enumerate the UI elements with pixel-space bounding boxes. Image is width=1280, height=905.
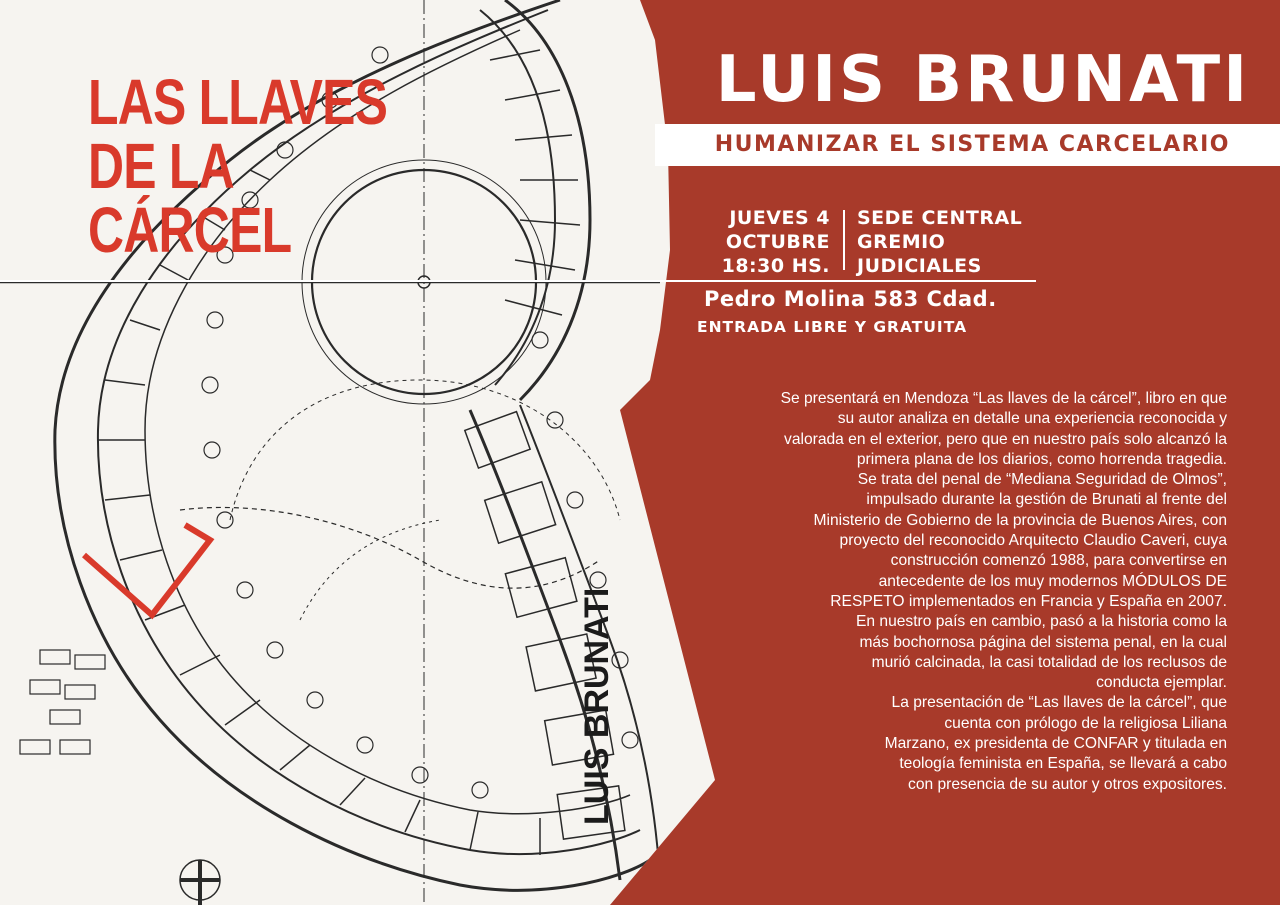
description-line: murió calcinada, la casi totalidad de los reclusos de: [871, 653, 1227, 671]
event-description: [660, 389, 1227, 795]
description-line: Ministerio de Gobierno de la provincia de Buenos Aires, con: [813, 511, 1227, 529]
event-date-line: OCTUBRE: [725, 231, 830, 253]
event-address: Pedro Molina 583 Cdad.: [704, 287, 997, 311]
book-title-line: DE LA: [88, 130, 234, 202]
description-line: su autor analiza en detalle una experiencia reconocida y: [837, 410, 1227, 428]
event-date: [700, 206, 830, 278]
description-line: proyecto del reconocido Arquitecto Claudio Caveri, cuya: [839, 532, 1227, 550]
description-line: primera plana de los diarios, como horrenda tragedia.: [856, 450, 1227, 468]
event-venue-line: SEDE CENTRAL: [857, 207, 1023, 229]
event-date-line: 18:30 HS.: [721, 255, 830, 277]
book-title-line: CÁRCEL: [88, 194, 292, 266]
description-line: La presentación de “Las llaves de la cárcel”, que: [891, 694, 1227, 712]
book-author: LUIS BRUNATI: [578, 587, 616, 825]
event-subtitle: HUMANIZAR EL SISTEMA CARCELARIO: [714, 132, 1230, 157]
book-title: [88, 66, 388, 266]
description-line: Marzano, ex presidenta de CONFAR y titulada en: [884, 735, 1227, 753]
entry-notice: ENTRADA LIBRE Y GRATUITA: [697, 318, 968, 336]
description-line: construcción comenzó 1988, para convertirse en: [890, 552, 1227, 570]
description-line: conducta ejemplar.: [1096, 674, 1227, 692]
description-line: antecedente de los muy modernos MÓDULOS DE: [878, 572, 1227, 590]
event-venue: [857, 206, 1022, 278]
description-line: valorada en el exterior, pero que en nuestro país solo alcanzó la: [784, 430, 1227, 448]
event-date-line: JUEVES 4: [729, 207, 830, 229]
event-venue-line: GREMIO: [857, 231, 946, 253]
book-title-line: LAS LLAVES: [88, 66, 388, 138]
horizontal-divider: [0, 280, 1036, 282]
author-name-heading: LUIS BRUNATI: [715, 43, 1250, 117]
description-line: Se trata del penal de “Mediana Seguridad de Olmos”,: [857, 471, 1227, 489]
description-line: teología feminista en España, se llevará a cabo: [899, 755, 1227, 773]
event-venue-line: JUDICIALES: [857, 255, 982, 277]
subtitle-band: [655, 124, 1280, 166]
description-line: más bochornosa página del sistema penal, en la cual: [859, 633, 1227, 651]
description-line: cuenta con prólogo de la religiosa Liliana: [944, 714, 1227, 732]
description-line: En nuestro país en cambio, pasó a la historia como la: [856, 613, 1227, 631]
description-line: con presencia de su autor y otros expositores.: [908, 775, 1227, 793]
date-venue-divider: [843, 210, 845, 270]
description-line: Se presentará en Mendoza “Las llaves de la cárcel”, libro en que: [780, 390, 1227, 407]
description-line: impulsado durante la gestión de Brunati al frente del: [866, 491, 1227, 509]
description-line: RESPETO implementados en Francia y España en 2007.: [830, 592, 1227, 610]
